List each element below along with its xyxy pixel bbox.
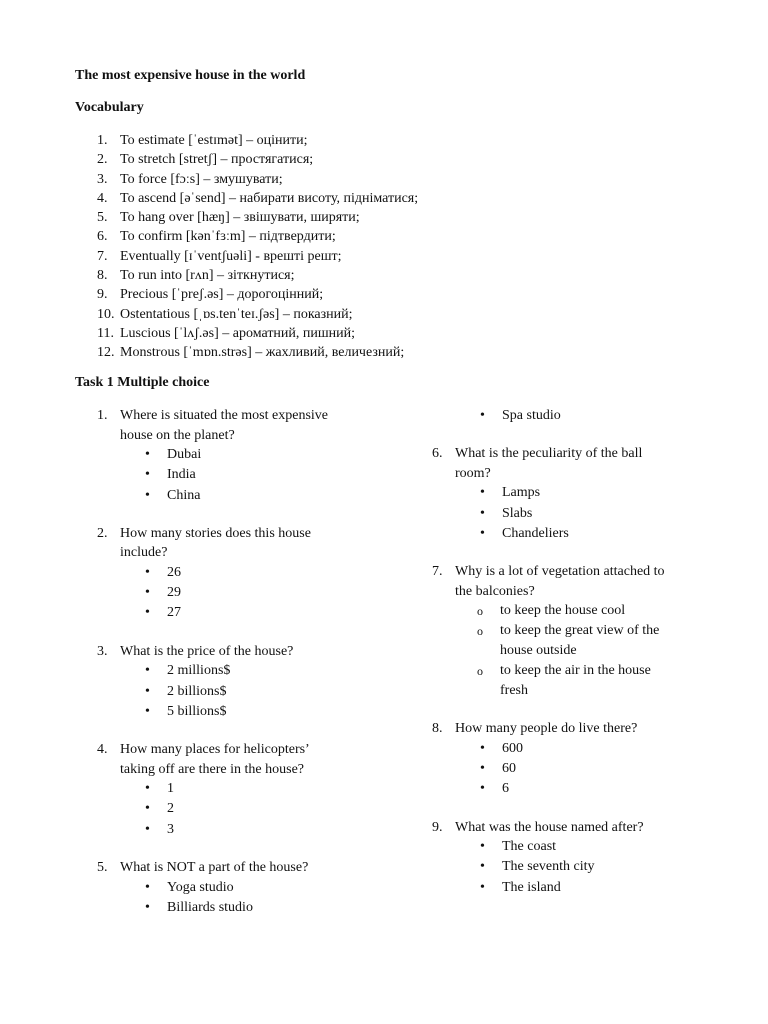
question-text-line: include? xyxy=(120,545,168,561)
answer-option xyxy=(75,563,375,583)
answer-option xyxy=(410,837,710,857)
question-text-line: house on the planet? xyxy=(120,427,235,443)
bullet-icon: • xyxy=(480,781,485,797)
answer-options xyxy=(75,661,375,722)
bullet-icon: • xyxy=(145,703,150,719)
option-text: 2 billions$ xyxy=(167,683,227,699)
option-text: 2 xyxy=(167,801,174,817)
option-text: 600 xyxy=(502,740,523,756)
answer-options xyxy=(75,563,375,624)
answer-option xyxy=(410,601,710,621)
answer-option xyxy=(75,799,375,819)
answer-options xyxy=(410,601,710,701)
option-text-continued: fresh xyxy=(500,683,528,699)
item-number: 1. xyxy=(97,133,108,148)
question-text-line: What was the house named after? xyxy=(455,819,644,835)
answer-option xyxy=(75,661,375,681)
bullet-icon: • xyxy=(145,663,150,679)
question-number: 9. xyxy=(432,819,443,835)
bullet-icon: • xyxy=(145,683,150,699)
answer-options xyxy=(410,406,710,426)
option-text: The coast xyxy=(502,839,557,855)
question-7 xyxy=(410,562,710,701)
bullet-icon: • xyxy=(480,879,485,895)
item-number: 7. xyxy=(97,248,108,264)
option-text: The seventh city xyxy=(502,859,595,875)
answer-option xyxy=(75,702,375,722)
question-text-line: Where is situated the most expensive xyxy=(120,408,328,423)
vocabulary-heading: Vocabulary xyxy=(75,100,144,115)
option-text: to keep the house cool xyxy=(500,603,626,619)
answer-option xyxy=(410,661,710,701)
answer-option xyxy=(75,583,375,603)
question-number: 8. xyxy=(432,721,443,737)
item-text: To hang over [hæŋ] – звішувати, ширяти; xyxy=(120,210,360,226)
question-text-line: How many stories does this house xyxy=(120,525,311,541)
question-number: 1. xyxy=(97,408,108,423)
question-text-line: What is NOT a part of the house? xyxy=(120,860,309,876)
item-text: Eventually [ɪˈventʃuəli] - врешті решт; xyxy=(120,248,342,264)
item-number: 4. xyxy=(97,190,108,206)
question-4 xyxy=(75,740,375,840)
question-number: 5. xyxy=(97,860,108,876)
item-text: Precious [ˈpreʃ.əs] – дорогоцінний; xyxy=(120,287,324,303)
bullet-icon: • xyxy=(480,839,485,855)
bullet-icon: • xyxy=(145,467,150,483)
question-number: 6. xyxy=(432,446,443,462)
question-6 xyxy=(410,444,710,544)
task-heading: Task 1 Multiple choice xyxy=(75,375,210,390)
item-text: To force [fɔːs] – змушувати; xyxy=(120,171,283,187)
option-text: to keep the great view of the xyxy=(500,623,660,639)
item-text: To ascend [əˈsend] – набирати висоту, підніматися; xyxy=(120,190,419,206)
question-text-line: room? xyxy=(455,465,491,481)
answer-option xyxy=(75,486,375,506)
answer-option xyxy=(75,898,375,918)
bullet-icon: • xyxy=(145,801,150,817)
option-text: China xyxy=(167,487,201,503)
document-title: The most expensive house in the world xyxy=(75,68,306,83)
item-number: 5. xyxy=(97,210,108,226)
bullet-icon: • xyxy=(145,781,150,797)
option-text: Spa studio xyxy=(502,408,561,423)
bullet-icon: • xyxy=(480,525,485,541)
option-text: 60 xyxy=(502,760,516,776)
answer-option xyxy=(410,483,710,503)
answer-option xyxy=(75,465,375,485)
question-text-line: How many places for helicopters’ xyxy=(120,742,310,758)
answer-option xyxy=(410,504,710,524)
question-number: 2. xyxy=(97,525,108,541)
answer-option xyxy=(410,739,710,759)
option-text: 5 billions$ xyxy=(167,703,227,719)
option-text: Chandeliers xyxy=(502,525,569,541)
item-text: To stretch [stretʃ] – простягатися; xyxy=(120,152,314,168)
bullet-icon: • xyxy=(145,447,150,462)
bullet-icon: • xyxy=(480,760,485,776)
item-number: 2. xyxy=(97,152,108,168)
item-text: Monstrous [ˈmɒn.strəs] – жахливий, величезний; xyxy=(120,345,405,361)
circle-bullet-icon: o xyxy=(477,664,483,679)
bullet-icon: • xyxy=(480,408,485,423)
question-text-line: What is the price of the house? xyxy=(120,643,294,659)
bullet-icon: • xyxy=(480,485,485,501)
option-text: Billiards studio xyxy=(167,899,253,915)
answer-option xyxy=(75,603,375,623)
question-3 xyxy=(75,642,375,722)
answer-option xyxy=(410,524,710,544)
option-text: Slabs xyxy=(502,505,533,521)
option-text: Yoga studio xyxy=(167,879,234,895)
answer-option xyxy=(410,759,710,779)
questions-left-column xyxy=(75,406,375,918)
item-text: To estimate [ˈestɪmət] – оцінити; xyxy=(120,133,308,148)
option-text: The island xyxy=(502,879,561,895)
question-2 xyxy=(75,524,375,624)
question-text-line: What is the peculiarity of the ball xyxy=(455,446,643,462)
question-9 xyxy=(410,818,710,898)
question-text-line: the balconies? xyxy=(455,583,535,599)
question-number: 4. xyxy=(97,742,108,758)
answer-option xyxy=(75,779,375,799)
question-text-line: How many people do live there? xyxy=(455,721,638,737)
question-text-line: taking off are there in the house? xyxy=(120,761,305,777)
item-text: Luscious [ˈlʌʃ.əs] – ароматний, пишний; xyxy=(120,325,356,341)
answer-options xyxy=(75,445,375,506)
answer-options xyxy=(410,837,710,898)
answer-option xyxy=(410,878,710,898)
option-text: India xyxy=(167,467,196,483)
answer-option xyxy=(75,682,375,702)
item-number: 3. xyxy=(97,171,108,187)
option-text: Dubai xyxy=(167,447,202,462)
option-text: 27 xyxy=(167,605,181,621)
bullet-icon: • xyxy=(480,740,485,756)
bullet-icon: • xyxy=(145,585,150,601)
question-5-continued xyxy=(410,406,710,426)
question-5 xyxy=(75,858,375,918)
option-text: 3 xyxy=(167,821,174,837)
option-text: to keep the air in the house xyxy=(500,663,651,679)
answer-option xyxy=(410,779,710,799)
question-number: 7. xyxy=(432,564,443,580)
option-text: 1 xyxy=(167,781,174,797)
circle-bullet-icon: o xyxy=(477,604,483,619)
questions-right-column xyxy=(410,406,710,898)
answer-options xyxy=(410,483,710,544)
question-8 xyxy=(410,719,710,799)
answer-option xyxy=(410,857,710,877)
item-number: 6. xyxy=(97,229,108,245)
bullet-icon: • xyxy=(480,505,485,521)
answer-options xyxy=(75,878,375,919)
option-text: 2 millions$ xyxy=(167,663,231,679)
answer-option xyxy=(75,878,375,898)
item-number: 11. xyxy=(97,325,114,341)
question-number: 3. xyxy=(97,643,108,659)
bullet-icon: • xyxy=(480,859,485,875)
bullet-icon: • xyxy=(145,899,150,915)
option-text: Lamps xyxy=(502,485,541,501)
bullet-icon: • xyxy=(145,564,150,580)
question-text-line: Why is a lot of vegetation attached to xyxy=(455,564,665,580)
answer-option xyxy=(410,621,710,661)
bullet-icon: • xyxy=(145,879,150,895)
option-text: 6 xyxy=(502,781,509,797)
item-text: To run into [rʌn] – зіткнутися; xyxy=(120,268,295,284)
answer-option xyxy=(75,820,375,840)
item-number: 12. xyxy=(97,345,115,361)
item-text: To confirm [kənˈfɜːm] – підтвердити; xyxy=(120,229,336,245)
answer-options xyxy=(75,779,375,840)
question-1 xyxy=(75,406,375,506)
item-number: 10. xyxy=(97,306,115,322)
answer-option xyxy=(410,406,710,426)
circle-bullet-icon: o xyxy=(477,624,483,639)
bullet-icon: • xyxy=(145,821,150,837)
option-text: 26 xyxy=(167,564,181,580)
option-text-continued: house outside xyxy=(500,643,577,659)
item-number: 8. xyxy=(97,268,108,284)
item-text: Ostentatious [ˌɒs.tenˈteɪ.ʃəs] – показний; xyxy=(120,306,353,322)
answer-options xyxy=(410,739,710,800)
option-text: 29 xyxy=(167,585,181,601)
bullet-icon: • xyxy=(145,487,150,503)
item-number: 9. xyxy=(97,287,108,303)
answer-option xyxy=(75,445,375,465)
bullet-icon: • xyxy=(145,605,150,621)
